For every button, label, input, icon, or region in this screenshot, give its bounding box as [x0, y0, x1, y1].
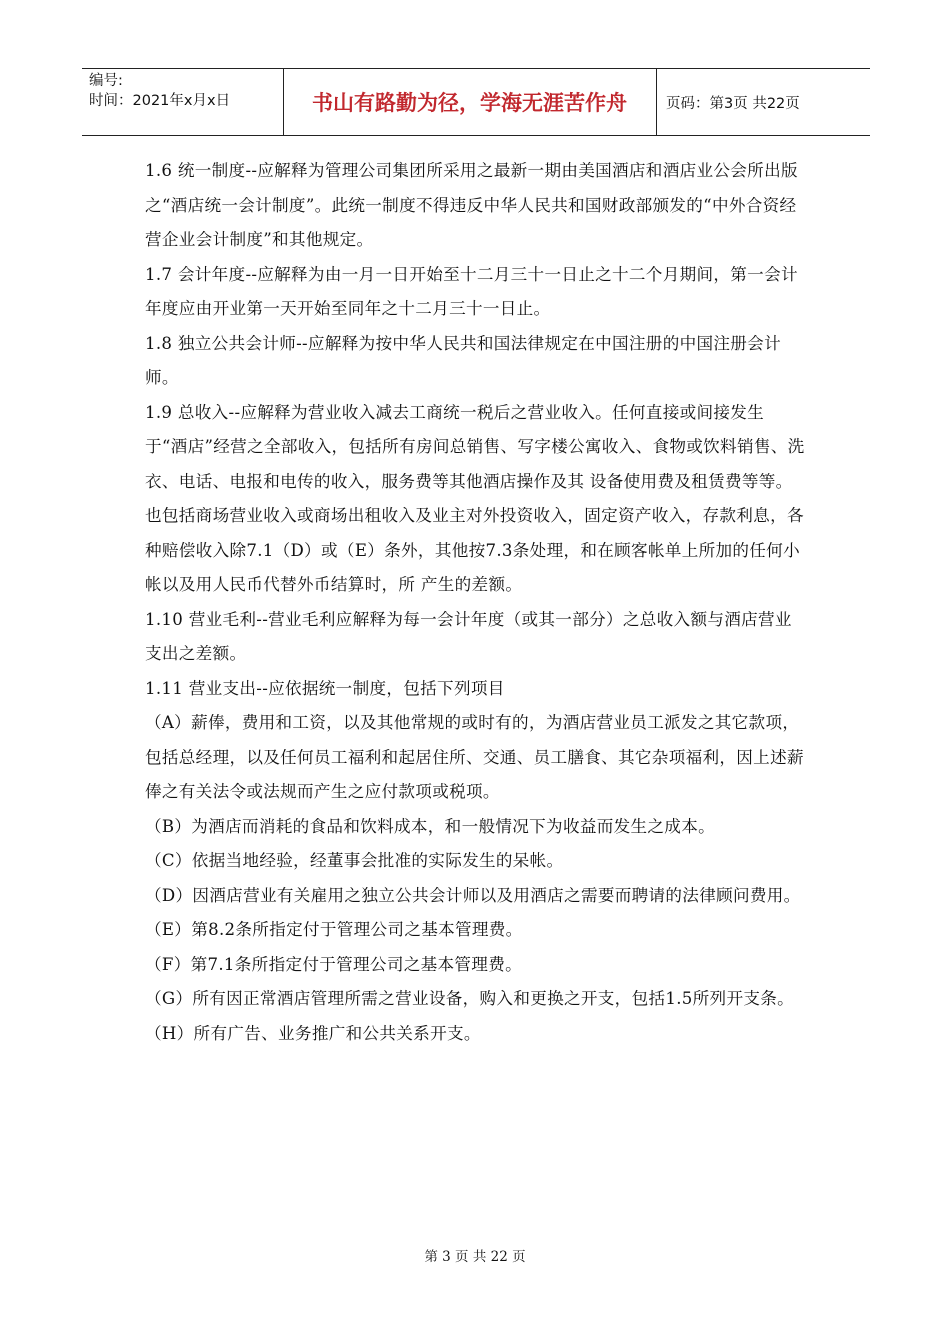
- clause-1-8: 1.8 独立公共会计师--应解释为按中华人民共和国法律规定在中国注册的中国注册会计师。: [145, 333, 781, 387]
- document-time-label: 时间：2021年x月x日: [89, 93, 231, 109]
- header-page-info: 页码：第3页 共22页: [666, 95, 800, 112]
- document-body: [145, 154, 805, 1051]
- page-footer: 第 3 页 共 22 页: [424, 1249, 526, 1265]
- clause-1-6: 1.6 统一制度--应解释为管理公司集团所采用之最新一期由美国酒店和酒店业公会所出版之“酒店统一会计制度”。此统一制度不得违反中华人民共和国财政部颁发的“中外合资经营企业会计制度”和其他规定。: [145, 161, 798, 249]
- item-d: （D）因酒店营业有关雇用之独立公共会计师以及用酒店之需要而聘请的法律顾问费用。: [145, 885, 801, 905]
- clause-1-7: 1.7 会计年度--应解释为由一月一日开始至十二月三十一日止之十二个月期间，第一会计年度应由开业第一天开始至同年之十二月三十一日止。: [145, 264, 798, 318]
- header-motto: 书山有路勤为径，学海无涯苦作舟: [312, 91, 627, 115]
- clause-1-9: 1.9 总收入--应解释为营业收入减去工商统一税后之营业收入。任何直接或间接发生于“酒店”经营之全部收入，包括所有房间总销售、写字楼公寓收入、食物或饮料销售、洗衣、电话、电报和电传的收入，服务费等其他酒店操作及其 设备使用费及租赁费等等。也包括商场营业收入或商场出租收入及业主对外投资收入，固定资产收入，存款利息，各种赔偿收入除7.1（D）或（E）条外，其他按7.3条处理，和在顾客帐单上所加的任何小帐以及用人民币代替外币结算时，所 产生的差额。: [145, 402, 805, 594]
- page-header: [82, 68, 870, 136]
- header-divider-right: [656, 69, 657, 135]
- item-f: （F）第7.1条所指定付于管理公司之基本管理费。: [145, 954, 522, 974]
- item-c: （C）依据当地经验，经董事会批准的实际发生的呆帐。: [145, 851, 564, 870]
- header-meta: [89, 71, 279, 111]
- item-g: （G）所有因正常酒店管理所需之营业设备，购入和更换之开支，包括1.5所列开支条。: [145, 989, 795, 1008]
- item-a: （A）薪俸，费用和工资，以及其他常规的或时有的，为酒店营业员工派发之其它款项，包括总经理，以及任何员工福利和起居住所、交通、员工膳食、其它杂项福利，因上述薪俸之有关法令或法规而产生之应付款项或税项。: [145, 713, 804, 801]
- clause-1-10: 1.10 营业毛利--营业毛利应解释为每一会计年度（或其一部分）之总收入额与酒店营业支出之差额。: [145, 609, 792, 663]
- item-h: （H）所有广告、业务推广和公共关系开支。: [145, 1023, 481, 1043]
- item-b: （B）为酒店而消耗的食品和饮料成本，和一般情况下为收益而发生之成本。: [145, 816, 715, 836]
- document-number-label: 编号:: [89, 73, 123, 89]
- item-e: （E）第8.2条所指定付于管理公司之基本管理费。: [145, 920, 523, 939]
- clause-1-11: 1.11 营业支出--应依据统一制度，包括下列项目: [145, 678, 505, 698]
